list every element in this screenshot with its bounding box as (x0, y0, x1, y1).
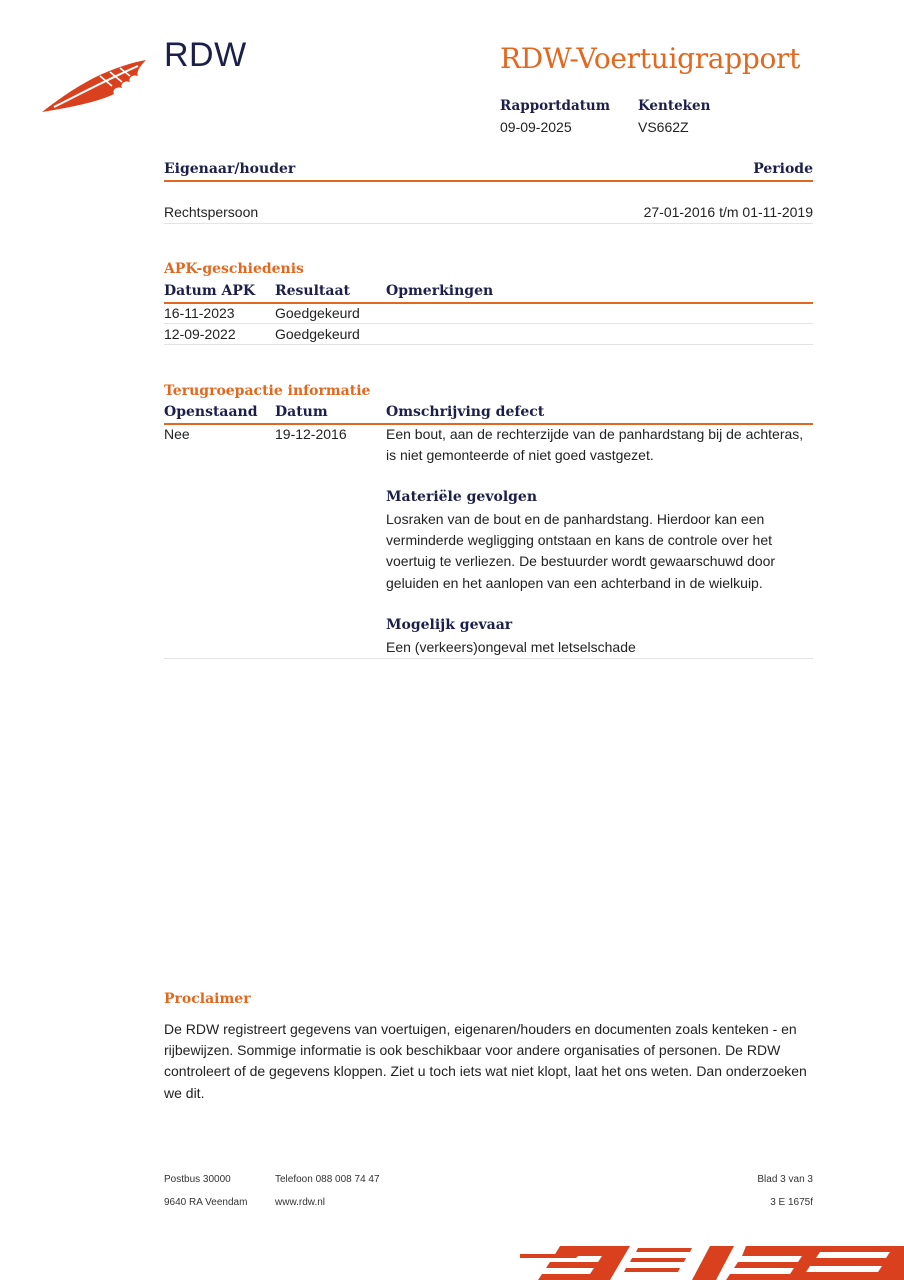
footer-postcode: 9640 RA Veendam (164, 1197, 248, 1208)
recall-defect-description (386, 424, 816, 466)
consequences-text (386, 509, 816, 594)
apk-row-divider (164, 344, 813, 345)
consequences-line: voertuig te verliezen. De bestuurder wordt gewaarschuwd door (386, 553, 776, 570)
recall-date-value: 19-12-2016 (275, 426, 347, 442)
recall-row-divider (164, 658, 813, 659)
proclaimer-line: we dit. (164, 1084, 205, 1101)
apk-row-date: 12-09-2022 (164, 326, 236, 342)
period-value: 27-01-2016 t/m 01-11-2019 (643, 204, 813, 220)
apk-col-result: Resultaat (275, 283, 350, 299)
danger-text: Een (verkeers)ongeval met letselschade (386, 639, 636, 655)
plate-label: Kenteken (638, 98, 711, 114)
defect-line: Een bout, aan de rechterzijde van de panhardstang bij de achteras, (386, 426, 804, 442)
owner-column-header: Eigenaar/houder (164, 161, 296, 177)
footer-page-number: Blad 3 van 3 (757, 1174, 813, 1185)
apk-header-rule (164, 302, 813, 304)
footer-document-code: 3 E 1675f (770, 1197, 813, 1208)
proclaimer-line: rijbewijzen. Sommige informatie is ook beschikbaar voor andere organisaties of personen. De RDW (164, 1042, 781, 1059)
recall-open-value: Nee (164, 426, 190, 442)
apk-row-result: Goedgekeurd (275, 305, 360, 321)
consequences-line: Losraken van de bout en de panhardstang. Hierdoor kan een (386, 511, 765, 527)
proclaimer-line: controleert of de gegevens kloppen. Ziet u toch iets wat niet klopt, laat het ons weten. Dan onderzoeken (164, 1063, 807, 1080)
footer-website-link[interactable]: www.rdw.nl (275, 1197, 326, 1208)
rdw-feather-logo-icon (40, 58, 150, 116)
plate-value: VS662Z (638, 119, 689, 135)
apk-row-divider (164, 323, 813, 324)
recall-col-defect: Omschrijving defect (386, 404, 545, 420)
danger-title: Mogelijk gevaar (386, 617, 513, 633)
footer-phone: Telefoon 088 008 74 47 (275, 1174, 380, 1185)
proclaimer-title: Proclaimer (164, 991, 251, 1007)
report-title: RDW-Voertuigrapport (500, 42, 801, 75)
apk-row-date: 16-11-2023 (164, 305, 235, 321)
owner-header-rule (164, 180, 813, 182)
proclaimer-line: De RDW registreert gegevens van voertuigen, eigenaren/houders en documenten zoals kenteken - en (164, 1021, 797, 1037)
consequences-title: Materiële gevolgen (386, 489, 538, 505)
report-date-label: Rapportdatum (500, 98, 611, 114)
proclaimer-text (164, 1019, 814, 1104)
rdw-stripes-footer-icon (520, 1244, 904, 1280)
owner-value: Rechtspersoon (164, 204, 259, 220)
consequences-line: geluiden en het aanlopen van een achterband in de wielkuip. (386, 574, 763, 591)
consequences-line: verminderde wegligging ontstaan en kans de controle over het (386, 532, 773, 549)
apk-col-remarks: Opmerkingen (386, 283, 494, 299)
owner-row-divider (164, 223, 813, 224)
footer-postbus: Postbus 30000 (164, 1174, 231, 1185)
defect-line: is niet gemonteerde of niet goed vastgezet. (386, 447, 654, 464)
report-date-value: 09-09-2025 (500, 119, 572, 135)
apk-col-date: Datum APK (164, 283, 256, 299)
recall-col-date: Datum (275, 404, 328, 420)
period-column-header: Periode (753, 161, 813, 177)
apk-row-result: Goedgekeurd (275, 326, 360, 342)
apk-section-title: APK-geschiedenis (164, 261, 304, 277)
recall-section-title: Terugroepactie informatie (164, 383, 371, 399)
brand-name: RDW (164, 36, 247, 74)
recall-col-open: Openstaand (164, 404, 258, 420)
